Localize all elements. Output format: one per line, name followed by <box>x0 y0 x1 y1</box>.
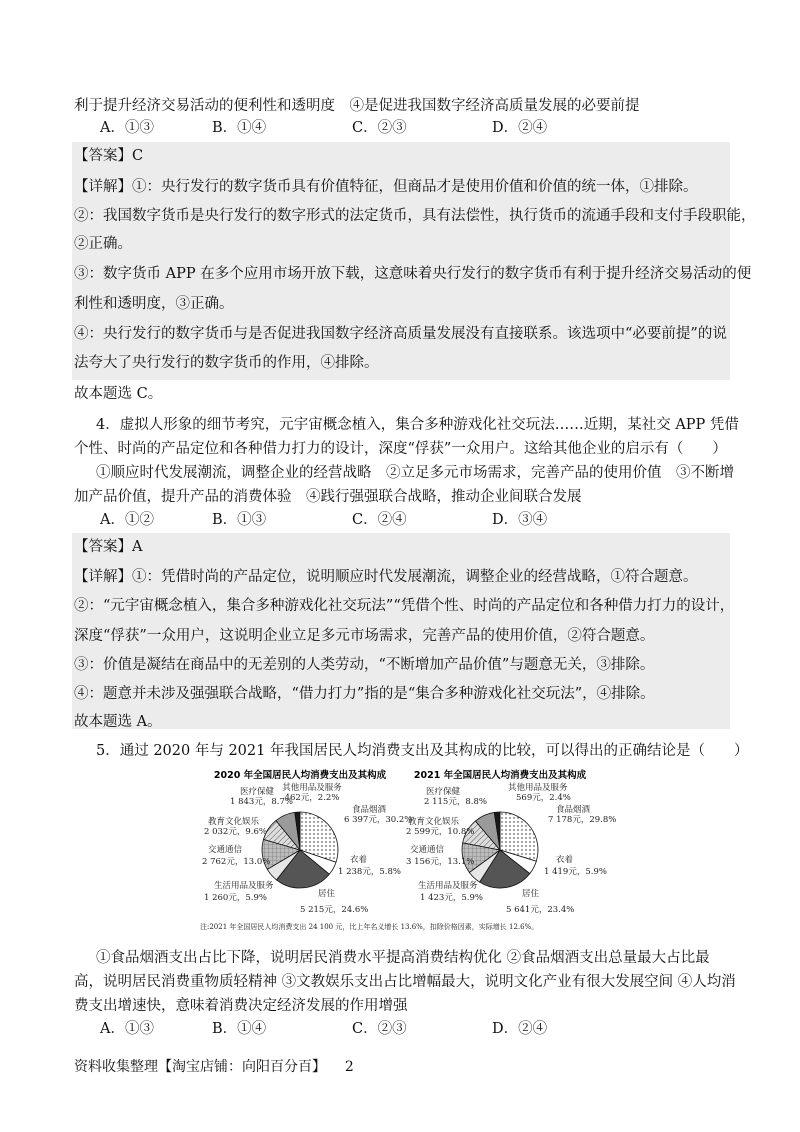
chart-2020-label-transport-name: 交通通信 <box>208 845 243 855</box>
q5-stem: 5．通过 2020 年与 2021 年我国居民人均消费支出及其构成的比较，可以得出的正确结论是（ ） <box>96 743 749 759</box>
chart-2020-label-health-value: 1 843元，8.7% <box>230 797 293 807</box>
chart-2021-label-edu-name: 教育文化娱乐 <box>408 817 460 827</box>
q3-answer: 【答案】C <box>74 148 144 164</box>
q3-detail-line: ④：央行发行的数字货币与是否促进我国数字经济高质量发展没有直接联系。该选项中“必要前提”的说 <box>74 326 727 342</box>
chart-2021-label-health-name: 医疗保健 <box>426 787 461 797</box>
chart-2020-label-food-name: 食品烟酒 <box>352 805 387 815</box>
q3-detail-line: ②：我国数字货币是央行发行的数字形式的法定货币，具有法偿性，执行货币的流通手段和支付手段职能， <box>74 208 756 224</box>
q5-option-a: A．①③ <box>100 1021 154 1037</box>
q5-choices-line: 高，说明居民消费重物质轻精神 ③文教娱乐支出占比增幅最大，说明文化产业有很大发展空间 ④人均消 <box>74 974 736 990</box>
q5-option-b: B．①④ <box>212 1021 267 1037</box>
footer-source: 资料收集整理【淘宝店铺：向阳百分百】 <box>74 1059 326 1075</box>
q3-detail-line: ③：数字货币 APP 在多个应用市场开放下载，这意味着央行发行的数字货币有利于提升经济交易活动的便 <box>74 266 752 282</box>
q4-answer: 【答案】A <box>74 539 143 555</box>
chart-2021-label-food-value: 7 178元，29.8% <box>548 815 617 825</box>
q4-option-b: B．①③ <box>212 512 267 528</box>
q4-detail-line: ②：“元宇宙概念植入，集合多种游戏化社交玩法”“凭借个性、时尚的产品定位和各种借力打力的设计， <box>74 598 735 614</box>
chart-2020-label-other-value: 462元，2.2% <box>284 793 340 803</box>
chart-2020-title: 2020 年全国居民人均消费支出及其构成 <box>213 770 387 781</box>
chart-2021-label-goods-value: 1 423元，5.9% <box>420 893 483 903</box>
q3-detail-line: 【详解】①：央行发行的数字货币具有价值特征，但商品才是使用价值和价值的统一体，①排除。 <box>74 179 698 195</box>
q5-choices-line: 费支出增速快，意味着消费决定经济发展的作用增强 <box>74 998 408 1014</box>
page-number: 2 <box>344 1059 354 1075</box>
q4-detail-line: 深度“俘获”一众用户，这说明企业立足多元市场需求，完善产品的使用价值，②符合题意。 <box>74 628 655 644</box>
chart-2020-label-housing-value: 5 215元，24.6% <box>300 905 369 915</box>
chart-note: 注:2021 年全国居民人均消费支出 24 100 元，比上年名义增长 13.6%，扣除价格因素，实际增长 12.6%。 <box>200 923 539 931</box>
chart-2021-pie <box>462 812 538 888</box>
chart-2021-label-food-name: 食品烟酒 <box>556 805 591 815</box>
chart-2021-label-housing-name: 居住 <box>522 889 540 899</box>
chart-2021-label-clothing-name: 衣着 <box>556 855 574 865</box>
q5-option-c: C．②③ <box>352 1021 407 1037</box>
page-footer <box>74 1057 354 1077</box>
q4-option-c: C．②④ <box>352 512 407 528</box>
q3-detail-line: 法夸大了央行发行的数字货币的作用，④排除。 <box>74 355 379 371</box>
q3-detail-line: 利性和透明度，③正确。 <box>74 296 234 312</box>
chart-2021-label-other-name: 其他用品及服务 <box>508 783 568 793</box>
chart-2020-label-food-value: 6 397元，30.2% <box>344 815 413 825</box>
chart-2021-label-transport-name: 交通通信 <box>410 845 445 855</box>
chart-2020-label-transport-value: 2 762元，13.0% <box>202 857 271 867</box>
chart-2021-label-health-value: 2 115元，8.8% <box>424 797 487 807</box>
chart-2021-title: 2021 年全国居民人均消费支出及其构成 <box>413 770 587 781</box>
q3-stem-continuation: 利于提升经济交易活动的便利性和透明度 ④是促进我国数字经济高质量发展的必要前提 <box>74 98 640 114</box>
q3-option-d: D．②④ <box>492 120 548 136</box>
chart-2020-label-clothing-value: 1 238元，5.8% <box>338 867 401 877</box>
q5-options <box>100 1019 592 1039</box>
chart-2020-label-edu-value: 2 032元，9.6% <box>204 827 267 837</box>
q4-option-a: A．①② <box>100 512 154 528</box>
chart-2021-label-transport-value: 3 156元，13.1% <box>406 857 475 867</box>
chart-2021-label-edu-value: 2 599元，10.8% <box>406 827 475 837</box>
q4-detail-line: ③：价值是凝结在商品中的无差别的人类劳动，“不断增加产品价值”与题意无关，③排除。 <box>74 657 655 673</box>
chart-2020-label-health-name: 医疗保健 <box>240 787 275 797</box>
q4-detail-line: ④：题意并未涉及强强联合战略，“借力打力”指的是“集合多种游戏化社交玩法”，④排除。 <box>74 686 655 702</box>
chart-2020-label-clothing-name: 衣着 <box>350 855 368 865</box>
chart-2020-label-housing-name: 居住 <box>318 889 336 899</box>
chart-2020-pie <box>262 812 338 888</box>
q3-detail-line: ②正确。 <box>74 236 132 252</box>
q4-choices-line: ①顺应时代发展潮流，调整企业的经营战略 ②立足多元市场需求，完善产品的使用价值 ③不断增 <box>96 465 734 481</box>
chart-2020-label-goods-name: 生活用品及服务 <box>214 881 274 891</box>
q3-options <box>100 118 592 138</box>
chart-2021-label-clothing-value: 1 419元，5.9% <box>544 867 607 877</box>
chart-2020-label-other-name: 其他用品及服务 <box>282 783 342 793</box>
chart-2020-label-goods-value: 1 260元，5.9% <box>204 893 267 903</box>
q4-option-d: D．③④ <box>492 512 548 528</box>
q4-detail-line: 【详解】①：凭借时尚的产品定位，说明顺应时代发展潮流，调整企业的经营战略，①符合题意。 <box>74 569 698 585</box>
q3-option-b: B．①④ <box>212 120 267 136</box>
chart-2021-label-goods-name: 生活用品及服务 <box>418 881 478 891</box>
q3-conclusion: 故本题选 C。 <box>74 386 163 402</box>
q4-stem-line: 个性、时尚的产品定位和各种借力打力的设计，深度“俘获”一众用户。这给其他企业的启示有（ ） <box>74 441 727 457</box>
q5-option-d: D．②④ <box>492 1021 548 1037</box>
q4-options <box>100 510 592 530</box>
q5-choices-line: ①食品烟酒支出占比下降，说明居民消费水平提高消费结构优化 ②食品烟酒支出总量最大占比最 <box>96 950 710 966</box>
chart-2021-label-other-value: 569元，2.4% <box>516 793 571 803</box>
chart-2020-label-edu-name: 教育文化娱乐 <box>208 817 260 827</box>
q4-conclusion: 故本题选 A。 <box>74 714 162 730</box>
chart-2021-label-housing-value: 5 641元，23.4% <box>506 905 575 915</box>
pie-charts <box>200 768 617 933</box>
q4-stem-line: 4．虚拟人形象的细节考究，元宇宙概念植入，集合多种游戏化社交玩法……近期，某社交 APP 凭借 <box>96 417 739 433</box>
q3-option-a: A．①③ <box>100 120 154 136</box>
q4-choices-line: 加产品价值，提升产品的消费体验 ④践行强强联合战略，推动企业间联合发展 <box>74 489 582 505</box>
q3-option-c: C．②③ <box>352 120 407 136</box>
